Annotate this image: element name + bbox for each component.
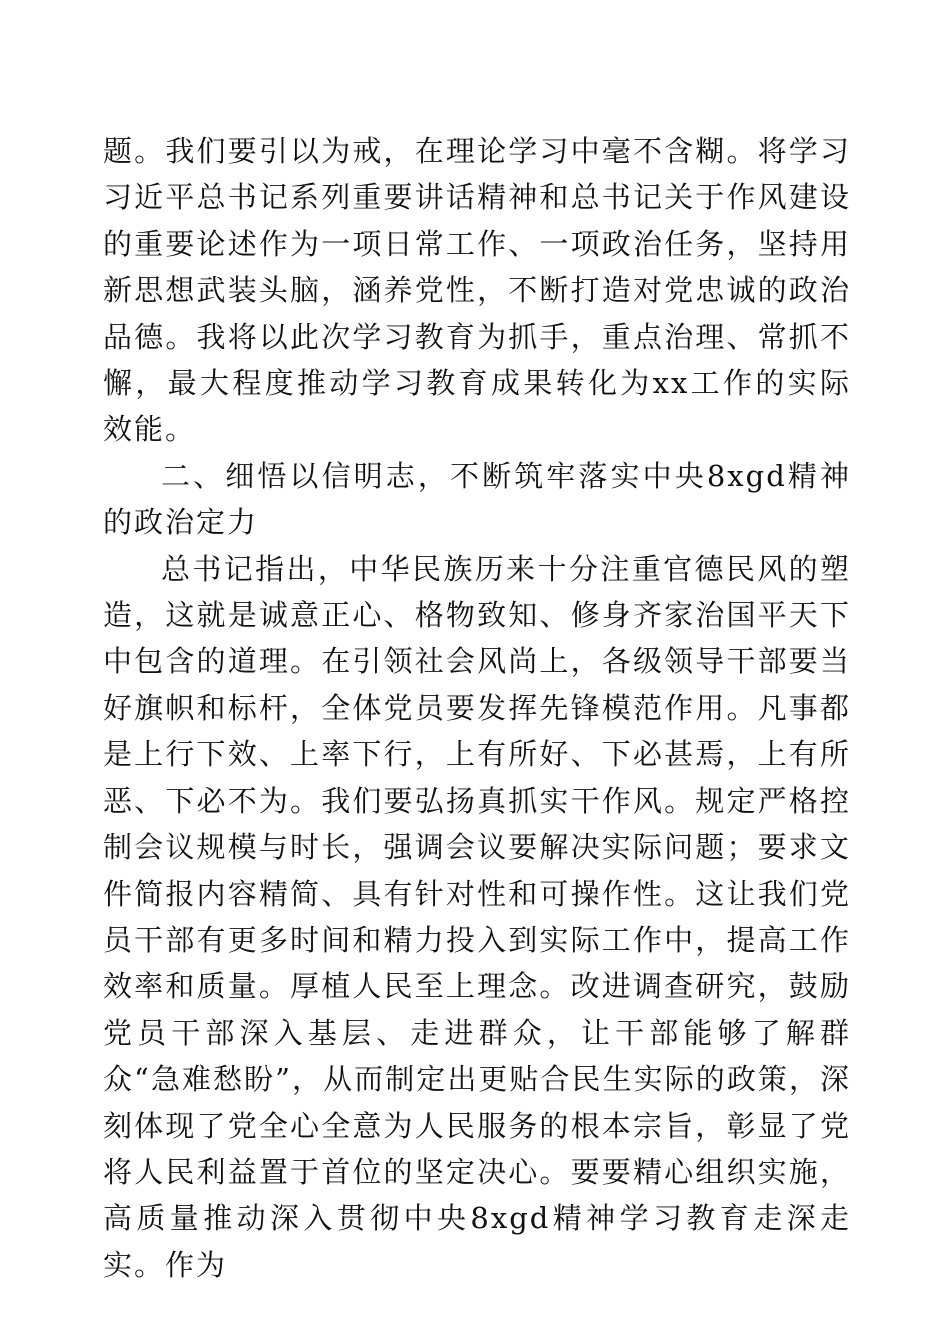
paragraph-body: 总书记指出，中华民族历来十分注重官德民风的塑造，这就是诚意正心、格物致知、修身齐家治国平天下中包含的道理。在引领社会风尚上，各级领导干部要当好旗帜和标杆，全体党员要发挥先锋模范作用。凡事都是上行下效、上率下行，上有所好、下必甚焉，上有所恶、下必不为。我们要弘扬真抓实干作风。规定严格控制会议规模与时长，强调会议要解决实际问题；要求文件简报内容精简、具有针对性和可操作性。这让我们党员干部有更多时间和精力投入到实际工作中，提高工作效率和质量。厚植人民至上理念。改进调查研究，鼓励党员干部深入基层、走进群众，让干部能够了解群众“急难愁盼”，从而制定出更贴合民生实际的政策，深刻体现了党全心全意为人民服务的根本宗旨，彰显了党将人民利益置于首位的坚定决心。要要精心组织实施，高质量推动深入贯彻中央8xgd精神学习教育走深走实。作为 (103, 551, 851, 1282)
paragraph-continuation: 题。我们要引以为戒，在理论学习中毫不含糊。将学习习近平总书记系列重要讲话精神和总书记关于作风建设的重要论述作为一项日常工作、一项政治任务，坚持用新思想武装头脑，涵养党性，不断打造对党忠诚的政治品德。我将以此次学习教育为抓手，重点治理、常抓不懈，最大程度推动学习教育成果转化为xx工作的实际效能。 (103, 134, 851, 447)
document-body (103, 128, 851, 1288)
section-heading: 二、细悟以信明志，不断筑牢落实中央8xgd精神的政治定力 (103, 458, 851, 540)
